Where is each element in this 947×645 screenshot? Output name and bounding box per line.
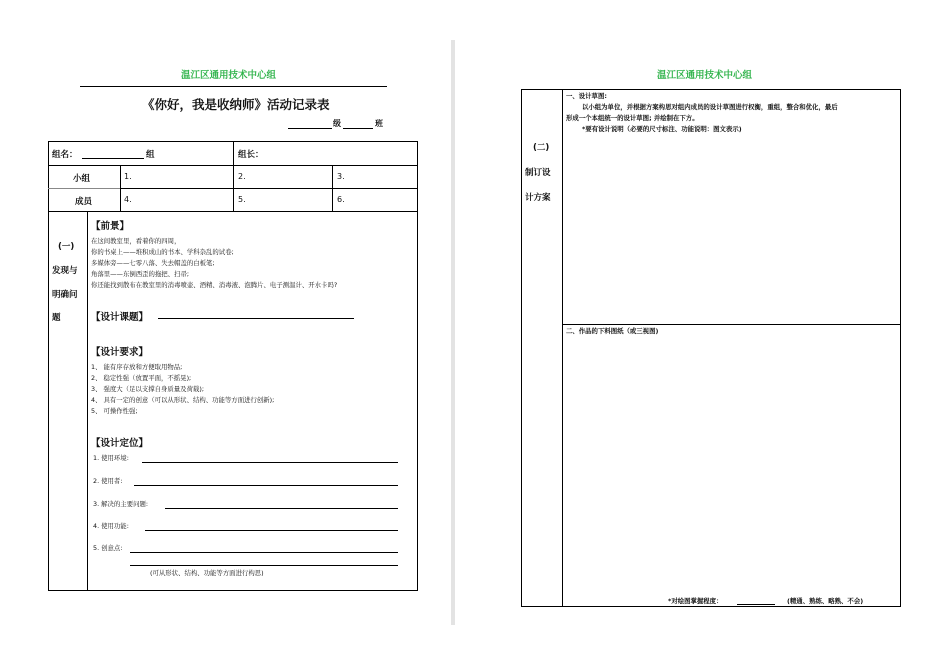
sketch-title: 一、设计草图: xyxy=(566,92,607,100)
member-2: 2. xyxy=(238,172,246,181)
positioning-item: 1. 使用环境: xyxy=(93,454,129,462)
right-header: 温江区通用技术中心组 xyxy=(657,70,753,81)
requirement-item: 4、 具有一定的创意（可以从形状、结构、功能等方面进行创新); xyxy=(91,396,275,404)
requirement-item: 3、 强度大（足以支撑自身质量及荷载); xyxy=(91,385,204,393)
positioning-blank[interactable] xyxy=(130,565,398,566)
preface-line: 在这间教室里，看着你的四周， xyxy=(91,237,181,245)
grade-label: 级 xyxy=(333,119,341,128)
topic-title: 【设计课题】 xyxy=(91,312,149,323)
sketch-instruction: 以小组为单位，并根据方案构思对组内成员的设计草图进行权衡，重组，整合和优化，最后 xyxy=(582,103,838,111)
positioning-blank[interactable] xyxy=(142,462,398,463)
doc-title: 《你好，我是收纳师》活动记录表 xyxy=(142,97,330,112)
header-rule xyxy=(80,86,387,87)
sketch-note: *要有设计说明（必要的尺寸标注、功能说明：图文表示) xyxy=(582,125,742,133)
preface-title: 【前景】 xyxy=(91,221,130,232)
preface-line: 你还能找到散布在教室里的消毒喷壶、酒精、消毒液、泡腾片、电子测温计、开水卡吗? xyxy=(91,281,338,289)
mastery-blank[interactable] xyxy=(737,604,775,605)
section2-label-2: 制订设 xyxy=(525,168,551,178)
positioning-note: (可从形状、结构、功能等方面进行构思) xyxy=(150,569,264,577)
requirement-item: 5、 可操作性强; xyxy=(91,407,138,415)
section1-label-3: 明确问 xyxy=(52,290,78,300)
member-5: 5. xyxy=(238,195,246,204)
drawing-title: 二、作品的下料图纸（或三视图) xyxy=(566,327,659,335)
member-1: 1. xyxy=(124,172,132,181)
member-6: 6. xyxy=(337,195,345,204)
section1-label-1: (一) xyxy=(58,242,75,252)
section2-label-1: (二) xyxy=(533,143,550,153)
class-blank xyxy=(343,128,373,129)
topic-blank[interactable] xyxy=(158,318,354,319)
grade-blank xyxy=(288,128,332,129)
section1-label-2: 发现与 xyxy=(52,266,78,276)
positioning-blank[interactable] xyxy=(145,530,398,531)
preface-line: 多媒体旁——七零八落、失去帽盖的白板笔; xyxy=(91,259,215,267)
mastery-label: *对绘图掌握程度： xyxy=(668,597,723,605)
class-label: 班 xyxy=(375,119,383,128)
positioning-item: 5. 创意点: xyxy=(93,544,123,552)
positioning-item: 4. 使用功能: xyxy=(93,522,129,530)
left-header: 温江区通用技术中心组 xyxy=(181,70,277,81)
member-4: 4. xyxy=(124,195,132,204)
requirement-item: 1、 能有序存放和方便取用物品; xyxy=(91,363,183,371)
section2-label-3: 计方案 xyxy=(525,193,551,203)
section1-label-4: 题 xyxy=(52,313,61,323)
group-name-suffix: 组 xyxy=(146,150,155,160)
preface-line: 你的书桌上——堆积成山的书本、学科杂乱的试卷; xyxy=(91,248,234,256)
drawing-area[interactable] xyxy=(566,340,896,590)
group-leader-label: 组长： xyxy=(238,150,264,160)
positioning-item: 2. 使用者: xyxy=(93,477,123,485)
member-3: 3. xyxy=(337,172,345,181)
preface-line: 角落里——东倒西歪的拖把、扫帚; xyxy=(91,270,190,278)
members-label-1: 小组 xyxy=(73,174,91,184)
requirement-item: 2、 稳定性强（放置平面，不摇晃); xyxy=(91,374,192,382)
positioning-title: 【设计定位】 xyxy=(91,438,149,449)
members-label-2: 成员 xyxy=(75,197,93,207)
positioning-blank[interactable] xyxy=(130,552,398,553)
group-name-label: 组名： xyxy=(52,150,78,160)
page-divider xyxy=(451,40,455,625)
requirements-title: 【设计要求】 xyxy=(91,347,149,358)
mastery-options: (精通、熟练、略熟、不会) xyxy=(787,597,864,605)
positioning-item: 3. 解决的主要问题: xyxy=(93,500,149,508)
positioning-blank[interactable] xyxy=(165,508,398,509)
positioning-blank[interactable] xyxy=(134,485,398,486)
sketch-area[interactable] xyxy=(566,140,896,320)
group-name-blank xyxy=(82,158,144,159)
sketch-instruction-2: 形成一个本组统一的设计草图; 并绘制在下方。 xyxy=(566,114,699,122)
